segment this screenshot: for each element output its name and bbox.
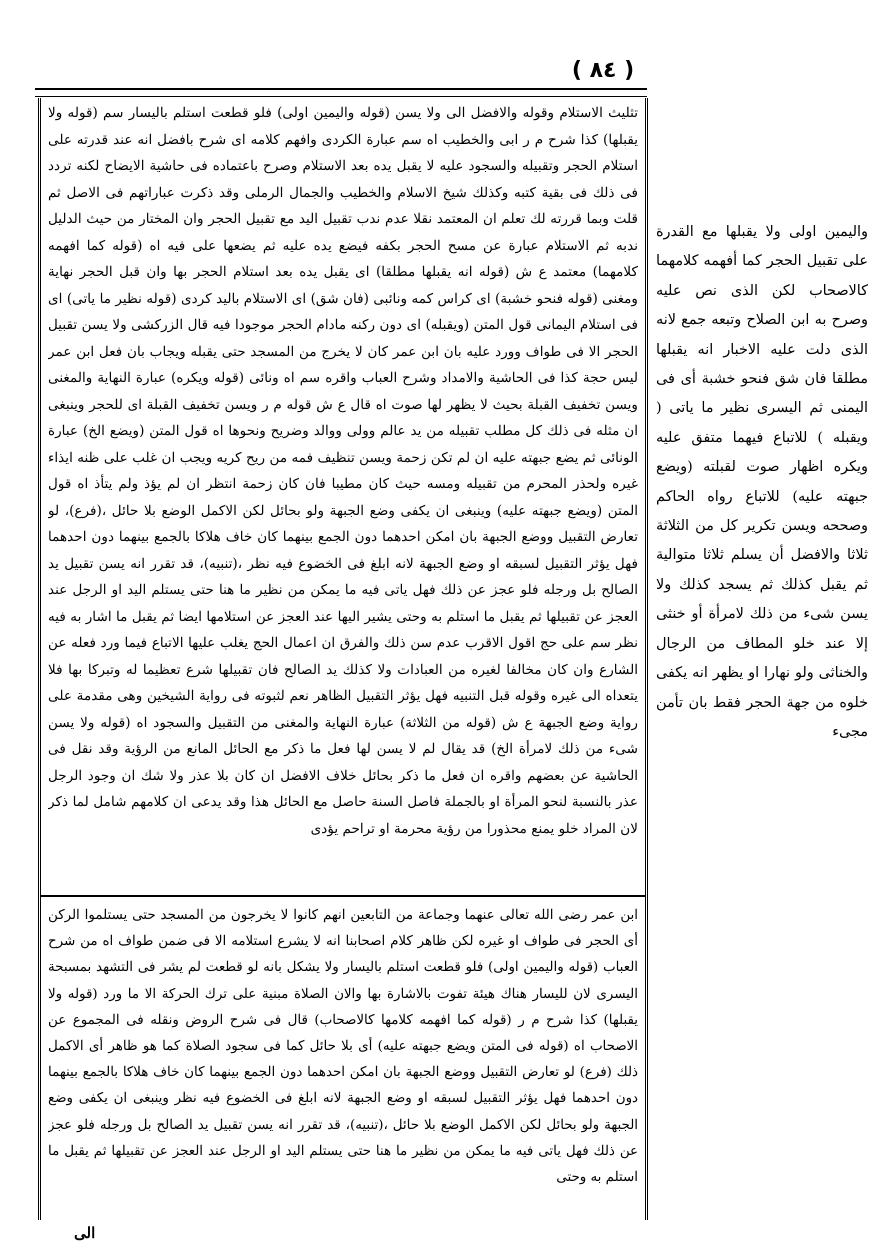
catchword: الى (74, 1224, 96, 1242)
lower-commentary-text: ابن عمر رضى الله تعالى عنهما وجماعة من التابعين انهم كانوا لا يخرجون من المسجد حتى يستلموا الركن أى الحجر فى طواف او غيره لكن ظاهر كلام اصحابنا انه لا يشرع استلامه الا فى ضمن طواف اه من شرح العباب (قوله واليمين اولى) فلو قطعت استلم باليسار ولا يشكل بانه لو قطعت لم يشر فى التشهد بمسبحة اليسرى لان لليسار هناك هيئة تفوت بالاشارة بها والان الصلاة مبنية على ترك الحركة الا ما ورد (قوله ولا يقبلها) كذا شرح م ر (قوله كما افهمه كلامها كالاصحاب) قال فى شرح الروض ونقله فى المجموع عن الاصحاب اه (قوله فى المتن ويضع جبهته عليه) أى بلا حائل كما فى سجود الصلاة كما هو ظاهر أى الاكمل ذلك (فرع) لو تعارض التقبيل ووضع الجبهة بان امكن احدهما دون الجمع بينهما كان خاف هلاكا بالجمع بينهما دون احدهما فهل يؤثر التقبيل لسبقه او وضع الجبهة لانه ابلغ فى الخضوع فيه نظر وينبغى ان يكفى وضع الجبهة ولو بحائل لكن الاكمل الوضع بلا حائل ،(تنبيه)، قد تقرر انه يسن تقبيل يد الصالح بل ورجله فلو عجز عن ذلك فهل ياتى فيه ما يمكن من نظير ما هنا حتى يستلم اليد او الرجل عند العجز عن تقبيلها ثم يقبل ما استلم به وحتى (48, 908, 638, 1186)
header-rule (35, 88, 647, 97)
section-divider (40, 895, 646, 897)
margin-matn-text: واليمين اولى ولا يقبلها مع القدرة على تقبيل الحجر كما أفهمه كلامهما كالاصحاب لكن الذى نص عليه وصرح به ابن الصلاح وتبعه جمع لانه الذى دلت عليه الاخبار انه يقبلها مطلقا فان شق فنحو خشبة أى فى اليمنى ثم اليسرى نظير ما ياتى ( ويقبله ) للاتباع فيهما متفق عليه ويكره اظهار صوت لقبلته (ويضع جبهته عليه) للاتباع رواه الحاكم وصححه ويسن تكرير كل من الثلاثة ثلاثا والافضل أن يسلم ثلاثا متوالية ثم يقبل كذلك ثم يسجد كذلك ولا يسن شىء من ذلك لامرأة أو خنثى إلا عند خلو المطاف من الرجال والخناثى ولو نهارا او يظهر انه يكفى خلوه من جهة الحجر فقط بان تأمن مجىء (656, 224, 868, 740)
main-commentary-text: تثليث الاستلام وقوله والافضل الى ولا يسن (قوله واليمين اولى) فلو قطعت استلم باليسار سم (قوله ولا يقبلها) كذا شرح م ر ابى والخطيب اه سم عبارة الكردى وافهم كلامه اى شرح بافضل انه عند قدرته على استلام الحجر وتقبيله والسجود عليه لا يقبل يده بعد الاستلام وصرح باعتماده فى حاشية الايضاح لكنه تردد فى ذلك فى بقية كتبه وكذلك شيخ الاسلام والخطيب والجمال الرملى وقد ذكرت عباراتهم فى الاصل ثم قلت وبما قررته لك تعلم ان المعتمد نقلا عدم ندب تقبيل اليد مع تقبيل الحجر وان المختار من حيث الدليل ندبه ثم الاستلام عبارة عن مسح الحجر بكفه فيضع يده عليه ثم يضعها على فيه اه (قوله كما افهمه كلامهما) معتمد ع ش (قوله انه يقبلها مطلقا) اى يقبل يده بعد استلام الحجر بها وان قبل الحجر نهاية ومغنى (قوله فنحو خشبة) اى كراس كمه ونائبى (فان شق) اى الاستلام باليد كردى (قوله نظير ما ياتى) اى فى استلام اليمانى قول المتن (ويقبله) اى دون ركنه مادام الحجر موجودا فيه قال الزركشى ولا يسن تقبيل الحجر الا فى طواف وورد عليه بان ابن عمر كان لا يخرج من المسجد حتى يقبله ويجاب بان فعل ابن عمر ليس حجة كذا فى الحاشية والامداد وشرح العباب واقره سم اه ونائى (قوله ويكره) عبارة النهاية والمغنى ويسن تخفيف القبلة بحيث لا يظهر لها صوت اه قال ع ش قوله م ر ويسن تخفيف القبلة اى للحجر وينبغى ان مثله فى ذلك كل مطلب تقبيله من يد عالم وولى ووالد وضريح ونحوها اه قول المتن (ويضع الخ) عبارة الونائى ثم يضع جبهته عليه ان لم تكن زحمة ويسن تنظيف فمه من ريح كريه ويجب ان غلب على ظنه ايذاء غيره ولحذر المحرم من تقبيله ومسه حيث كان مطيبا فان كان زحمة انتظر ان لم يؤذ ولم يتأذ اه قول المتن (ويضع جبهته عليه) وينبغى ان يكفى وضع الجبهة ولو بحائل لكن الاكمل الوضع بلا حائل ،(فرع)، لو تعارض التقبيل ووضع الجبهة بان امكن احدهما دون الجمع بينهما كان خاف هلاكا بالجمع بينهما دون احدهما فهل يؤثر التقبيل لسبقه او وضع الجبهة لانه ابلغ فى الخضوع فيه نظر ،(تنبيه)، قد تقرر انه يسن تقبيل يد الصالح بل ورجله فلو عجز عن ذلك فهل ياتى فيه ما يمكن من نظير ما هنا حتى يستلم اليد او الرجل عند العجز عن تقبيلها ثم يقبل ما استلم به وحتى يشير اليها عند العجز عن استلامها ايضا ثم يقبل ما اشار به فيه نظر سم على حج اقول الاقرب عدم سن ذلك والفرق ان اعمال الحج يغلب عليها الاتباع فيما ورد فعله عن الشارع وان كان مخالفا لغيره من العبادات ولا كذلك يد الصالح فان تقبيلها شرع تعظيما له وتبركا بها فلا يتعداه الى غيره وقوله قبل التنبيه فهل يؤثر التقبيل الظاهر نعم لثبوته فى رواية الشيخين وهى مقدمة على رواية وضع الجبهة ع ش (قوله من الثلاثة) عبارة النهاية والمغنى من التقبيل والسجود اه (قوله ولا يسن شىء من ذلك لامرأة الخ) قد يقال لم لا يسن لها فعل ما ذكر مع الحائل المانع من الرؤية وقد نقل فى الحاشية عن بعضهم واقره ان فعل ما ذكر بحائل خلاف الافضل ان كان بلا عذر ولا شك ان وجود الرجل عذر بالنسبة لنحو المرأة او بالجملة فاصل السنة حاصل مع الحائل هذا وقد يدعى ان كلامهم شامل لما ذكر لان المراد خلو يمنع محذورا من رؤية محرمة او تراحم يؤدى (48, 105, 638, 837)
page-number: ( ٨٤ ) (571, 58, 635, 83)
